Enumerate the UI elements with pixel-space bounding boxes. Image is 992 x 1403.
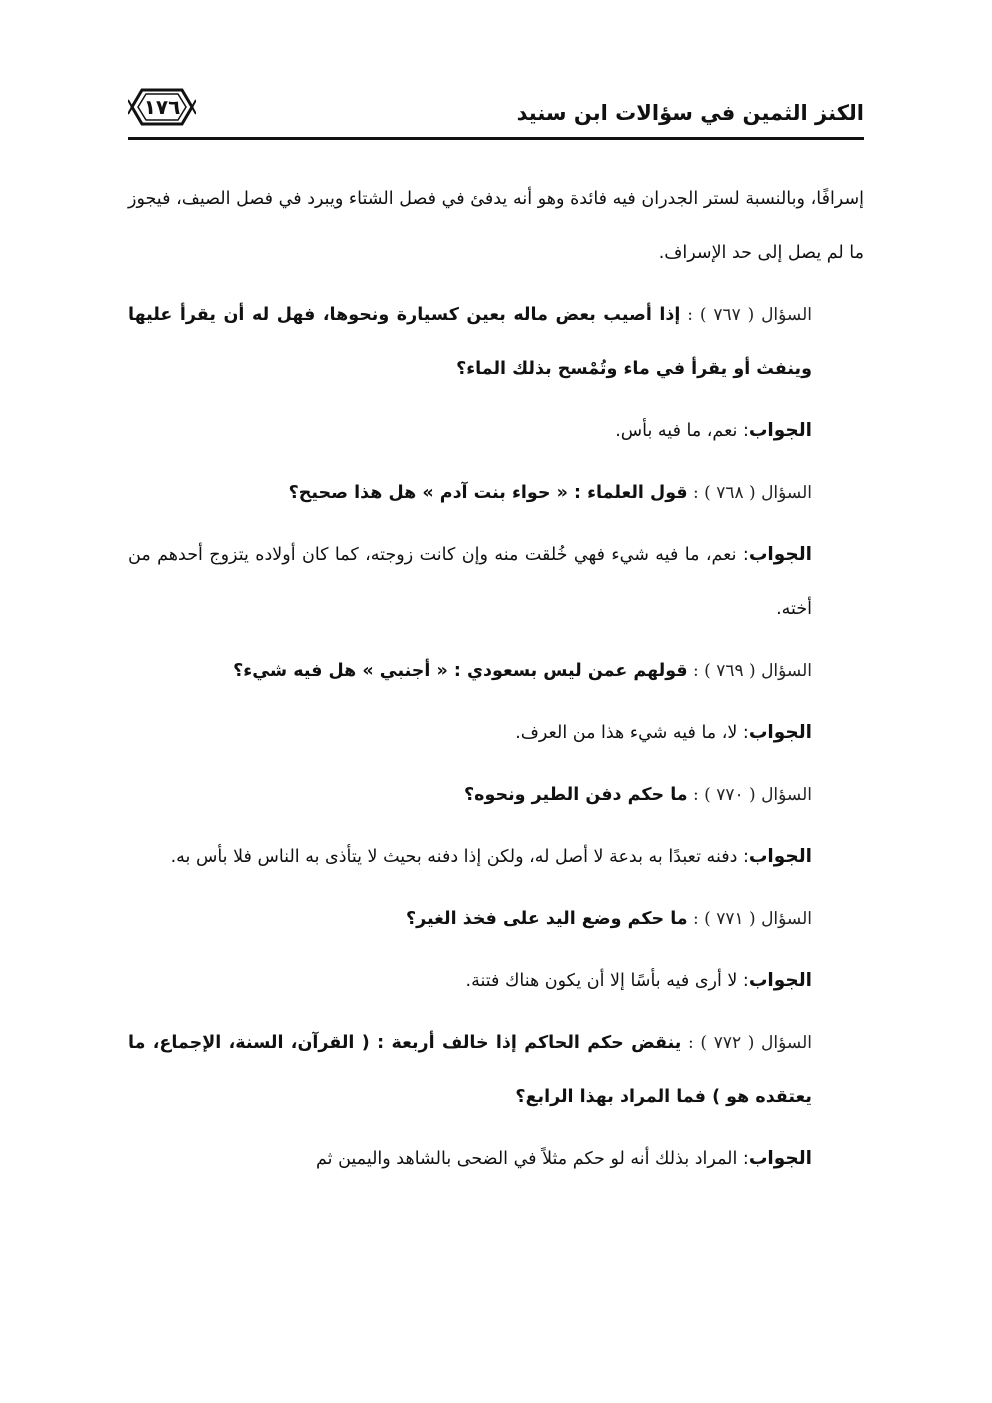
question-label: السؤال ( ٧٧١ ) : xyxy=(687,909,812,929)
header-divider xyxy=(128,137,864,140)
page-body xyxy=(128,172,864,1194)
question-text: إذا أصيب بعض ماله بعين كسيارة ونحوها، فهل له أن يقرأ عليها وينفث أو يقرأ في ماء وتُمْسح بذلك الماء؟ xyxy=(128,305,812,379)
question-771 xyxy=(128,892,864,946)
question-label: السؤال ( ٧٧٢ ) : xyxy=(681,1033,812,1053)
answer-label: الجواب xyxy=(748,722,812,743)
question-770 xyxy=(128,768,864,822)
question-767 xyxy=(128,288,864,396)
answer-769 xyxy=(128,706,864,760)
question-text: ما حكم دفن الطير ونحوه؟ xyxy=(464,785,688,805)
page-header xyxy=(128,80,864,140)
answer-label: الجواب xyxy=(748,420,812,441)
answer-text: : لا، ما فيه شيء هذا من العرف. xyxy=(515,723,749,743)
paragraph-continuation xyxy=(128,172,864,280)
page-number-frame xyxy=(128,86,196,128)
answer-771 xyxy=(128,954,864,1008)
question-text: ما حكم وضع اليد على فخذ الغير؟ xyxy=(405,909,688,929)
answer-label: الجواب xyxy=(748,846,812,867)
answer-text: : نعم، ما فيه بأس. xyxy=(615,421,749,441)
running-title: الكنز الثمين في سؤالات ابن سنيد xyxy=(516,101,864,125)
question-label: السؤال ( ٧٦٩ ) : xyxy=(687,661,812,681)
paragraph-text: إسرافًا، وبالنسبة لستر الجدران فيه فائدة وهو أنه يدفئ في فصل الشتاء ويبرد في فصل الصيف، فيجوز ما لم يصل إلى حد الإسراف. xyxy=(128,189,864,263)
answer-text: : المراد بذلك أنه لو حكم مثلاً في الضحى بالشاهد واليمين ثم xyxy=(316,1149,749,1169)
question-text: قولهم عمن ليس بسعودي : « أجنبي » هل فيه شيء؟ xyxy=(233,661,688,681)
answer-772 xyxy=(128,1132,864,1186)
answer-label: الجواب xyxy=(748,970,812,991)
question-label: السؤال ( ٧٧٠ ) : xyxy=(687,785,812,805)
question-text: ينقض حكم الحاكم إذا خالف أربعة : ( القرآن، السنة، الإجماع، ما يعتقده هو ) فما المراد بهذا الرابع؟ xyxy=(128,1033,812,1107)
question-772 xyxy=(128,1016,864,1124)
question-label: السؤال ( ٧٦٨ ) : xyxy=(687,483,812,503)
question-769 xyxy=(128,644,864,698)
answer-767 xyxy=(128,404,864,458)
answer-label: الجواب xyxy=(748,544,812,565)
answer-768 xyxy=(128,528,864,636)
answer-text: : نعم، ما فيه شيء فهي خُلقت منه وإن كانت زوجته، كما كان أولاده يتزوج أحدهم من أخته. xyxy=(128,545,812,619)
question-text: قول العلماء : « حواء بنت آدم » هل هذا صحيح؟ xyxy=(288,483,688,503)
answer-770 xyxy=(128,830,864,884)
answer-text: : لا أرى فيه بأسًا إلا أن يكون هناك فتنة. xyxy=(465,971,749,991)
answer-label: الجواب xyxy=(748,1148,812,1169)
answer-text: : دفنه تعبدًا به بدعة لا أصل له، ولكن إذا دفنه بحيث لا يتأذى به الناس فلا بأس به. xyxy=(170,847,749,867)
question-768 xyxy=(128,466,864,520)
question-label: السؤال ( ٧٦٧ ) : xyxy=(680,305,812,325)
page-number: ١٧٦ xyxy=(143,95,181,119)
